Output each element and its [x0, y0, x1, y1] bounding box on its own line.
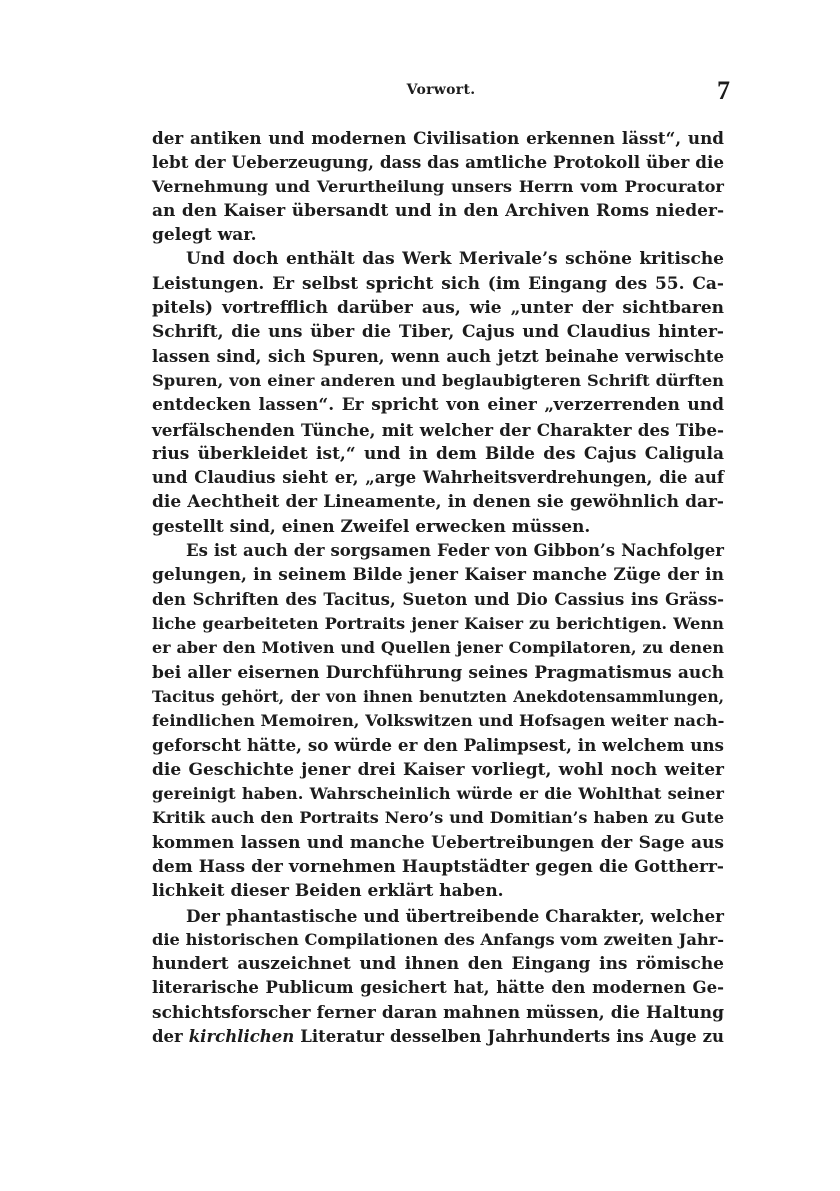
text-line: und Claudius sieht er, „arge Wahrheitsverdrehungen, die auf [152, 468, 724, 488]
text-line: gereinigt haben. Wahrscheinlich würde er die Wohlthat seiner [152, 784, 724, 804]
text-line: lichkeit dieser Beiden erklärt haben. [152, 881, 504, 902]
text-line: Leistungen. Er selbst spricht sich (im Eingang des 55. Ca- [152, 273, 724, 294]
running-head [152, 76, 730, 105]
text-line: an den Kaiser übersandt und in den Archiven Roms nieder- [152, 200, 724, 221]
text-line: schichtsforscher ferner daran mahnen müssen, die Haltung [152, 1002, 724, 1023]
text-line: Vernehmung und Verurtheilung unsers Herrn vom Procurator [152, 176, 724, 196]
text-line: rius überkleidet ist,“ und in dem Bilde des Cajus Caligula [152, 443, 724, 464]
text-line: Der phantastische und übertreibende Charakter, welcher [186, 905, 724, 926]
text-line: liche gearbeiteten Portraits jener Kaiser zu berichtigen. Wenn [152, 613, 724, 633]
text-line: gelegt war. [152, 225, 257, 246]
italic-emphasis: kirchlichen [188, 1026, 295, 1046]
text-line: er aber den Motiven und Quellen jener Compilatoren, zu denen [152, 638, 724, 658]
text-line: verfälschenden Tünche, mit welcher der Charakter des Tibe- [152, 419, 724, 440]
running-title: Vorwort. [406, 82, 476, 98]
text-line: kommen lassen und manche Uebertreibungen der Sage aus [152, 832, 724, 853]
text-line: die Aechtheit der Lineamente, in denen sie gewöhnlich dar- [152, 492, 724, 513]
text-line: Schrift, die uns über die Tiber, Cajus und Claudius hinter- [152, 322, 724, 343]
text-line: gestellt sind, einen Zweifel erwecken müssen. [152, 516, 591, 537]
text-line: lebt der Ueberzeugung, dass das amtliche Protokoll über die [152, 152, 724, 173]
text-line: lassen sind, sich Spuren, wenn auch jetzt beinahe verwischte [152, 346, 724, 366]
text-run: Literatur desselben Jahrhunderts ins Auge zu [294, 1026, 724, 1046]
text-line: bei aller eisernen Durchführung seines Pragmatismus auch [152, 662, 724, 683]
text-line: gelungen, in seinem Bilde jener Kaiser manche Züge der in [152, 565, 724, 586]
text-line: pitels) vortrefflich darüber aus, wie „unter der sichtbaren [152, 298, 724, 319]
text-line: den Schriften des Tacitus, Sueton und Dio Cassius ins Gräss- [152, 589, 724, 609]
text-line: Spuren, von einer anderen und beglaubigteren Schrift dürften [152, 370, 724, 390]
text-line: Tacitus gehört, der von ihnen benutzten Anekdotensammlungen, [152, 686, 724, 706]
text-line: Es ist auch der sorgsamen Feder von Gibbon’s Nachfolger [186, 541, 724, 561]
text-line-final [152, 1025, 724, 1049]
text-line: Kritik auch den Portraits Nero’s und Domitian’s haben zu Gute [152, 808, 724, 828]
text-line: die historischen Compilationen des Anfangs vom zweiten Jahr- [152, 929, 724, 949]
text-line: dem Hass der vornehmen Hauptstädter gegen die Gottherr- [152, 856, 724, 877]
body-text [152, 126, 724, 1049]
text-line: Und doch enthält das Werk Merivale’s schöne kritische [186, 249, 724, 270]
page-number: 7 [717, 76, 730, 105]
text-run: der [152, 1026, 189, 1046]
text-line: der antiken und modernen Civilisation erkennen lässt“, und [152, 128, 724, 148]
text-line: die Geschichte jener drei Kaiser vorliegt, wohl noch weiter [152, 759, 724, 780]
text-line: geforscht hätte, so würde er den Palimpsest, in welchem uns [152, 735, 724, 756]
text-line: literarische Publicum gesichert hat, hätte den modernen Ge- [152, 978, 724, 998]
text-line: entdecken lassen“. Er spricht von einer „verzerrenden und [152, 395, 724, 416]
text-line: feindlichen Memoiren, Volkswitzen und Hofsagen weiter nach- [152, 711, 725, 731]
text-line: hundert auszeichnet und ihnen den Eingang ins römische [152, 954, 724, 975]
